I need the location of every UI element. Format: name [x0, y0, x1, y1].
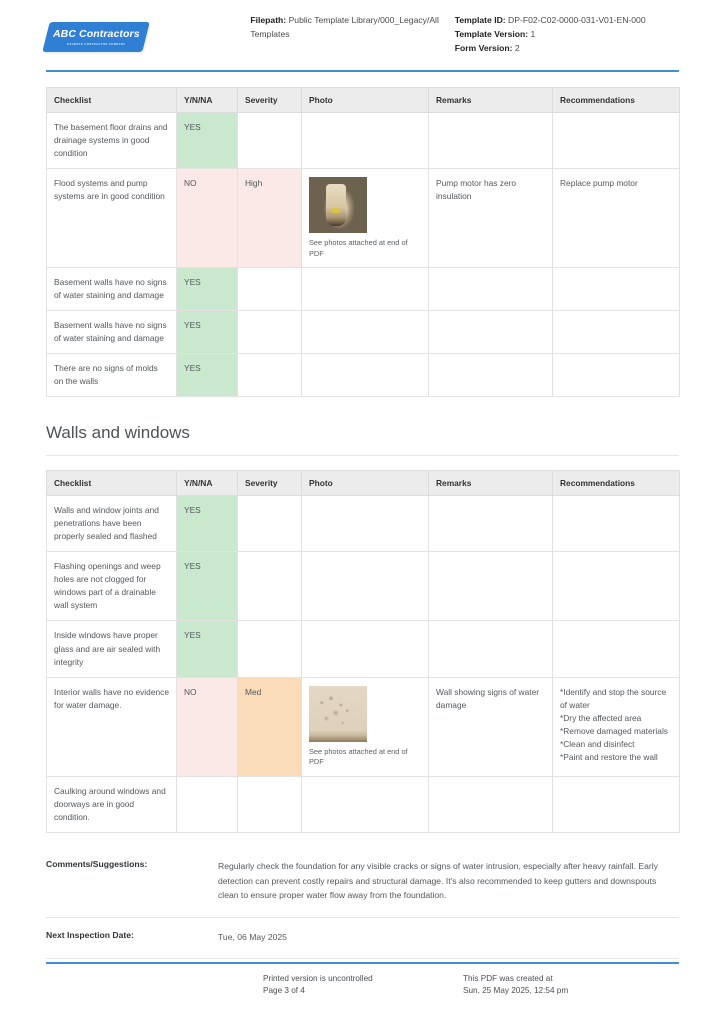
filepath-block [250, 14, 454, 42]
col-checklist: Checklist [47, 471, 177, 496]
company-logo [46, 14, 250, 52]
cell-photo [302, 112, 429, 168]
template-version-value: 1 [530, 28, 536, 39]
checklist-table-walls-windows [46, 470, 680, 833]
logo-company-name: ABC Contractors [52, 27, 140, 40]
footer-created-block [463, 973, 568, 998]
cell-remarks[interactable] [429, 311, 553, 354]
table-row [47, 112, 680, 168]
template-id-label: Template ID: [454, 15, 506, 25]
cell-checklist: Caulking around windows and doorways are in good condition. [47, 777, 177, 833]
cell-ynna[interactable]: NO [177, 168, 238, 267]
cell-recommendations[interactable]: Replace pump motor [553, 168, 680, 267]
cell-severity[interactable]: Med [238, 677, 302, 776]
template-meta-block [455, 14, 679, 56]
logo-company-subtitle: EXAMPLE CONTRACTOR COMPANY [66, 41, 126, 46]
cell-severity[interactable] [238, 621, 302, 677]
template-version-label: Template Version: [454, 28, 529, 39]
section-title-walls-windows: Walls and windows [46, 423, 679, 456]
cell-recommendations[interactable] [553, 621, 680, 677]
cell-ynna[interactable]: NO [177, 677, 238, 776]
cell-photo [302, 552, 429, 621]
col-severity: Severity [238, 87, 302, 112]
cell-recommendations[interactable] [553, 354, 680, 397]
table2-body [47, 496, 680, 833]
table-row [47, 677, 680, 776]
cell-ynna[interactable] [177, 777, 238, 833]
col-photo: Photo [302, 87, 429, 112]
cell-recommendations[interactable] [553, 552, 680, 621]
comments-value: Regularly check the foundation for any visible cracks or signs of water intrusion, especially after heavy rainfall. Early detection can prevent costly repairs and structural damage. It's also recommended to keep gutters and downspouts clean to ensure proper water flow away from the foundation. [218, 861, 658, 901]
cell-ynna[interactable]: YES [177, 621, 238, 677]
table-row [47, 496, 680, 552]
footer-created-at: Sun, 25 May 2025, 12:54 pm [463, 986, 569, 996]
cell-photo [302, 268, 429, 311]
footer-print-block [263, 973, 463, 998]
cell-photo [302, 677, 429, 776]
cell-remarks[interactable] [429, 112, 553, 168]
cell-photo [302, 621, 429, 677]
cell-severity[interactable] [238, 552, 302, 621]
col-remarks: Remarks [429, 471, 553, 496]
template-version-row [455, 28, 679, 42]
table-header-row [47, 471, 680, 496]
cell-remarks[interactable] [429, 777, 553, 833]
table-row [47, 168, 680, 267]
logo-banner-shape [42, 22, 149, 52]
cell-severity[interactable]: High [238, 168, 302, 267]
cell-checklist: Walls and window joints and penetrations have been properly sealed and flashed [47, 496, 177, 552]
cell-recommendations[interactable] [553, 311, 680, 354]
cell-recommendations[interactable] [553, 496, 680, 552]
form-version-label: Form Version: [454, 42, 513, 53]
cell-recommendations[interactable] [553, 112, 680, 168]
next-inspection-value: Tue, 06 May 2025 [218, 931, 287, 942]
cell-remarks[interactable] [429, 354, 553, 397]
col-ynna: Y/N/NA [177, 471, 238, 496]
form-version-row [455, 42, 679, 56]
cell-ynna[interactable]: YES [177, 112, 238, 168]
cell-severity[interactable] [238, 496, 302, 552]
table-row [47, 621, 680, 677]
cell-remarks[interactable]: Wall showing signs of water damage [429, 677, 553, 776]
cell-severity[interactable] [238, 112, 302, 168]
table-row [47, 777, 680, 833]
comments-label: Comments/Suggestions: [46, 859, 148, 870]
cell-ynna[interactable]: YES [177, 496, 238, 552]
photo-caption: See photos attached at end of PDF [309, 746, 408, 767]
next-inspection-row [46, 918, 679, 960]
template-id-row [455, 14, 679, 28]
cell-checklist: Basement walls have no signs of water staining and damage [47, 268, 177, 311]
filepath-label: Filepath: [250, 15, 287, 25]
table1-body [47, 112, 680, 397]
cell-severity[interactable] [238, 268, 302, 311]
form-version-value: 2 [514, 42, 520, 53]
table-row [47, 268, 680, 311]
col-checklist: Checklist [47, 87, 177, 112]
cell-photo [302, 777, 429, 833]
filepath-value: Public Template Library/000_Legacy/All Templates [250, 15, 439, 39]
cell-checklist: Inside windows have proper glass and are air sealed with integrity [47, 621, 177, 677]
next-inspection-label: Next Inspection Date: [46, 929, 134, 940]
comments-row [46, 847, 679, 918]
table-row [47, 354, 680, 397]
cell-checklist: Flood systems and pump systems are in good condition [47, 168, 177, 267]
table-row [47, 552, 680, 621]
template-id-value: DP-F02-C02-0000-031-V01-EN-000 [508, 15, 646, 25]
cell-photo [302, 311, 429, 354]
cell-remarks[interactable] [429, 496, 553, 552]
cell-checklist: Basement walls have no signs of water staining and damage [47, 311, 177, 354]
cell-checklist: The basement floor drains and drainage systems in good condition [47, 112, 177, 168]
photo-caption: See photos attached at end of PDF [309, 237, 408, 258]
pump-motor-photo[interactable] [309, 177, 367, 233]
cell-severity[interactable] [238, 777, 302, 833]
page-header [0, 0, 725, 56]
cell-recommendations[interactable]: *Identify and stop the source of water *Dry the affected area *Remove damaged materials *Clean and disinfect *Paint and restore the wall [553, 677, 680, 776]
header-divider [46, 70, 679, 72]
table-header-row [47, 87, 680, 112]
col-photo: Photo [302, 471, 429, 496]
col-recommendations: Recommendations [553, 471, 680, 496]
cell-recommendations[interactable] [553, 777, 680, 833]
cell-remarks[interactable] [429, 621, 553, 677]
cell-remarks[interactable] [429, 552, 553, 621]
water-damaged-wall-photo[interactable] [309, 686, 367, 742]
cell-photo [302, 496, 429, 552]
cell-recommendations[interactable] [553, 268, 680, 311]
cell-checklist: There are no signs of molds on the walls [47, 354, 177, 397]
table-row [47, 311, 680, 354]
footer-created-note: This PDF was created at [463, 973, 553, 983]
cell-severity[interactable] [238, 311, 302, 354]
cell-ynna[interactable]: YES [177, 268, 238, 311]
cell-checklist: Flashing openings and weep holes are not clogged for windows part of a drainable wall system [47, 552, 177, 621]
cell-photo [302, 168, 429, 267]
cell-checklist: Interior walls have no evidence for water damage. [47, 677, 177, 776]
col-remarks: Remarks [429, 87, 553, 112]
cell-remarks[interactable] [429, 268, 553, 311]
cell-ynna[interactable]: YES [177, 552, 238, 621]
cell-photo [302, 354, 429, 397]
col-severity: Severity [238, 471, 302, 496]
cell-remarks[interactable]: Pump motor has zero insulation [429, 168, 553, 267]
footer-page-label: Page 3 of 4 [263, 986, 305, 996]
cell-ynna[interactable]: YES [177, 354, 238, 397]
page-footer [0, 962, 725, 998]
footer-printed-note: Printed version is uncontrolled [263, 973, 373, 983]
checklist-table-basement [46, 87, 680, 398]
cell-severity[interactable] [238, 354, 302, 397]
col-recommendations: Recommendations [553, 87, 680, 112]
col-ynna: Y/N/NA [177, 87, 238, 112]
cell-ynna[interactable]: YES [177, 311, 238, 354]
